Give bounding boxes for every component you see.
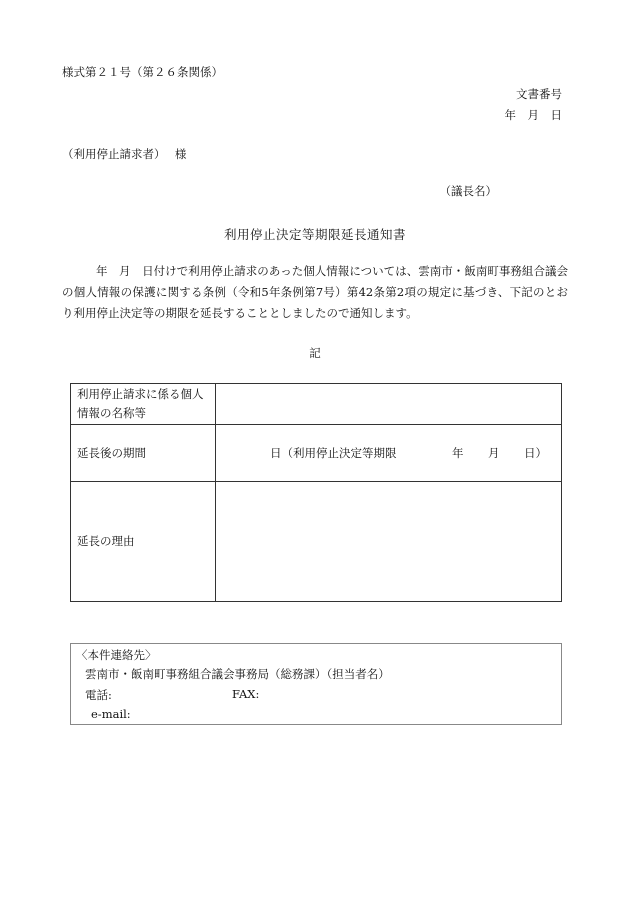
document-date: 年 月 日 [504,108,562,122]
extension-reason-value [216,482,562,602]
ki-heading: 記 [309,346,321,360]
extended-period-value [216,425,562,482]
period-day-text: 日（利用停止決定等期限 [270,446,397,460]
contact-organization: 雲南市・飯南町事務組合議会事務局（総務課）（担当者名） [85,667,390,681]
table-row [71,482,562,602]
extended-period-label: 延長後の期間 [71,425,216,482]
table-row [71,425,562,482]
document-title: 利用停止決定等期限延長通知書 [223,227,406,242]
body-paragraph: 年 月 日付けで利用停止請求のあった個人情報については、雲南市・飯南町事務組合議会の個人情報の保護に関する条例（令和5年条例第7号）第42条第2項の規定に基づき、下記のとおり利用停止決定等の期限を延長することとしましたので通知します。 [62,264,568,320]
document-number-label: 文書番号 [516,87,562,101]
contact-fax-label: FAX: [232,687,260,701]
details-table [70,383,562,602]
contact-box [70,643,562,725]
contact-phone-label: 電話: [85,688,112,702]
personal-info-name-label: 利用停止請求に係る個人情報の名称等 [71,384,216,425]
contact-email-label: e-mail: [91,707,131,721]
extension-reason-label: 延長の理由 [71,482,216,602]
period-month-text: 月 [488,446,500,460]
form-number: 様式第２１号（第２６条関係） [62,65,223,79]
personal-info-name-value [216,384,562,425]
sender-name: （議長名） [439,184,497,198]
recipient-name: （利用停止請求者） 様 [62,147,187,161]
period-end-text: 日） [524,446,547,460]
contact-heading: 〈本件連絡先〉 [76,648,157,662]
period-year-text: 年 [452,446,464,460]
table-row [71,384,562,425]
